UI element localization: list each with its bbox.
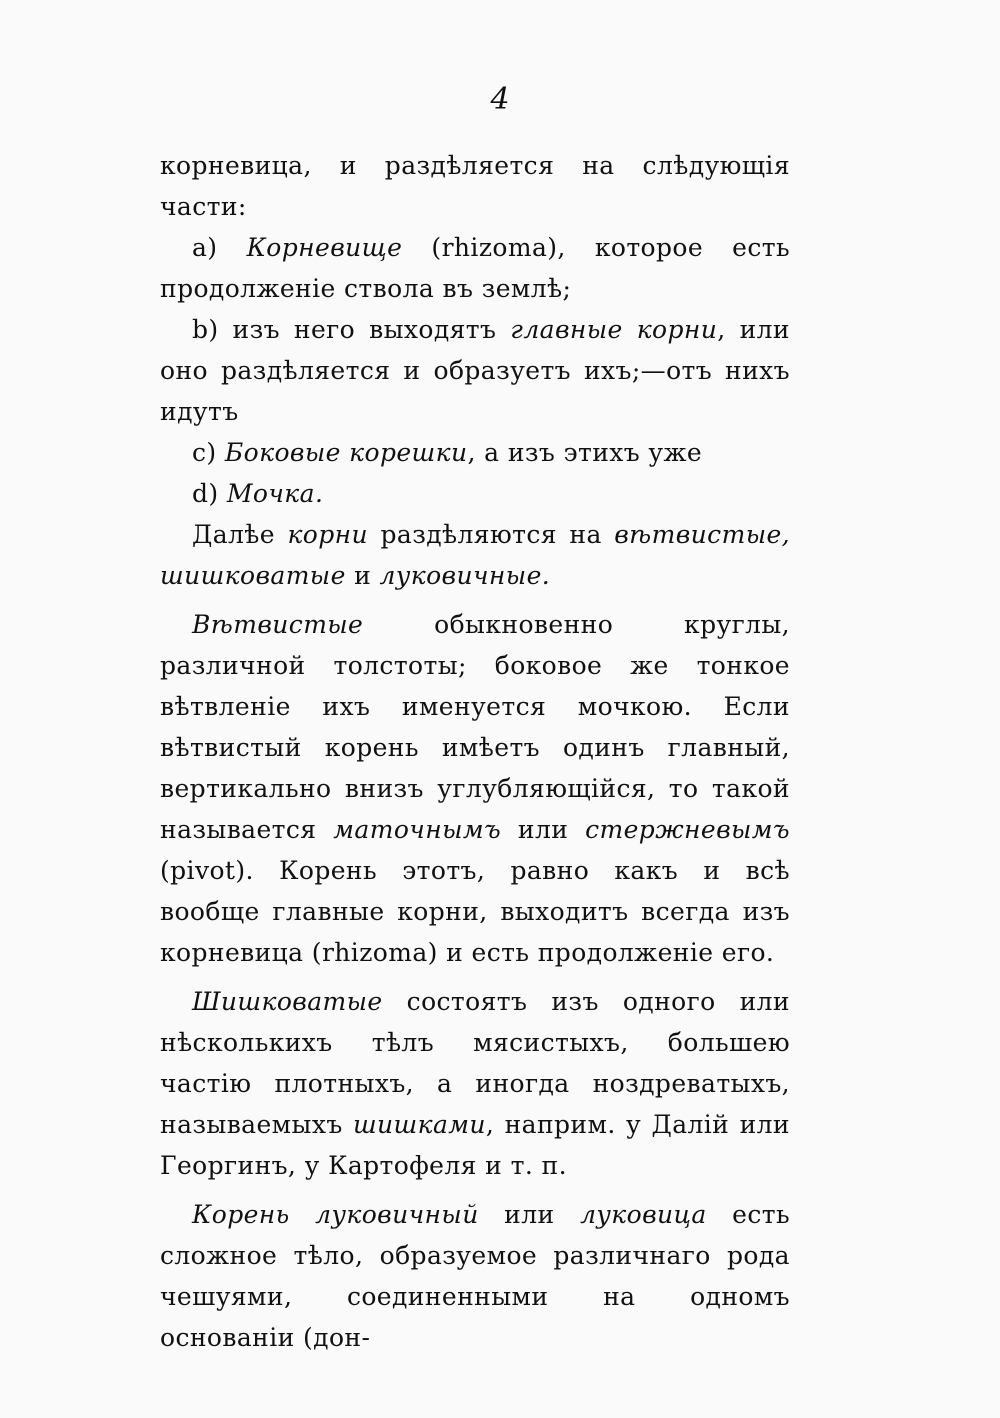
italic-term: главные корни (510, 315, 718, 344)
text-run: (rhizoma), которое есть продолженіе ствола въ землѣ; (160, 233, 790, 303)
italic-term: луковичные. (379, 561, 551, 590)
text-run: состоятъ изъ одного или нѣсколькихъ тѣлъ мясистыхъ, большею частію плотныхъ, а иногда ноздреватыхъ, называемыхъ (160, 987, 790, 1139)
text-run: c) (192, 438, 225, 467)
italic-term: вѣтвистые, шишковатые (160, 520, 790, 590)
italic-term: шишками (352, 1110, 486, 1139)
text-run: d) (192, 479, 227, 508)
paragraph (160, 432, 790, 473)
text-run: и (345, 561, 380, 590)
paragraph (160, 145, 790, 227)
text-run: а) (192, 233, 247, 262)
italic-term: корни (287, 520, 369, 549)
italic-term: Корень луковичный (192, 1200, 479, 1229)
italic-term: Боковые корешки (224, 438, 468, 467)
text-run: раздѣляются на (368, 520, 615, 549)
text-run: , или оно раздѣляется и образуетъ ихъ;—отъ нихъ идутъ (160, 315, 790, 426)
text-run: обыкновенно круглы, различной толстоты; боковое же тонкое вѣтвленіе ихъ именуется мочкою. Если вѣтвистый корень имѣетъ одинъ главный, вертикально внизъ углубляющійся, то такой называется (160, 610, 790, 844)
italic-term: Корневище (246, 233, 403, 262)
paragraph (160, 309, 790, 432)
italic-term: стержневымъ (585, 815, 790, 844)
italic-term: маточнымъ (333, 815, 502, 844)
text-run: , наприм. у Далій или Георгинъ, у Картофеля и т. п. (160, 1110, 790, 1180)
text-run: или (478, 1200, 581, 1229)
paragraph (160, 227, 790, 309)
italic-term: Вѣтвистые (192, 610, 364, 639)
paragraph (160, 981, 790, 1186)
text-run: есть сложное тѣло, образуемое различнаго рода чешуями, соединенными на одномъ основаніи (дон- (160, 1200, 791, 1352)
text-run: b) изъ него выходятъ (192, 315, 511, 344)
paragraph (160, 1194, 790, 1358)
body-text (160, 145, 790, 1358)
page-number: 4 (490, 82, 510, 117)
paragraph (160, 473, 790, 514)
paragraph (160, 604, 790, 973)
paragraph (160, 514, 790, 596)
text-run: (pivot). Корень этотъ, равно какъ и всѣ вообще главные корни, выходитъ всегда изъ корневица (rhizoma) и есть продолженіе его. (160, 856, 790, 967)
text-run: корневица, и раздѣляется на слѣдующія части: (160, 151, 790, 221)
text-run: Далѣе (192, 520, 288, 549)
italic-term: Мочка. (226, 479, 324, 508)
italic-term: луковица (580, 1200, 707, 1229)
text-run: , а изъ этихъ уже (467, 438, 703, 467)
italic-term: Шишковатые (192, 987, 383, 1016)
text-run: или (501, 815, 586, 844)
